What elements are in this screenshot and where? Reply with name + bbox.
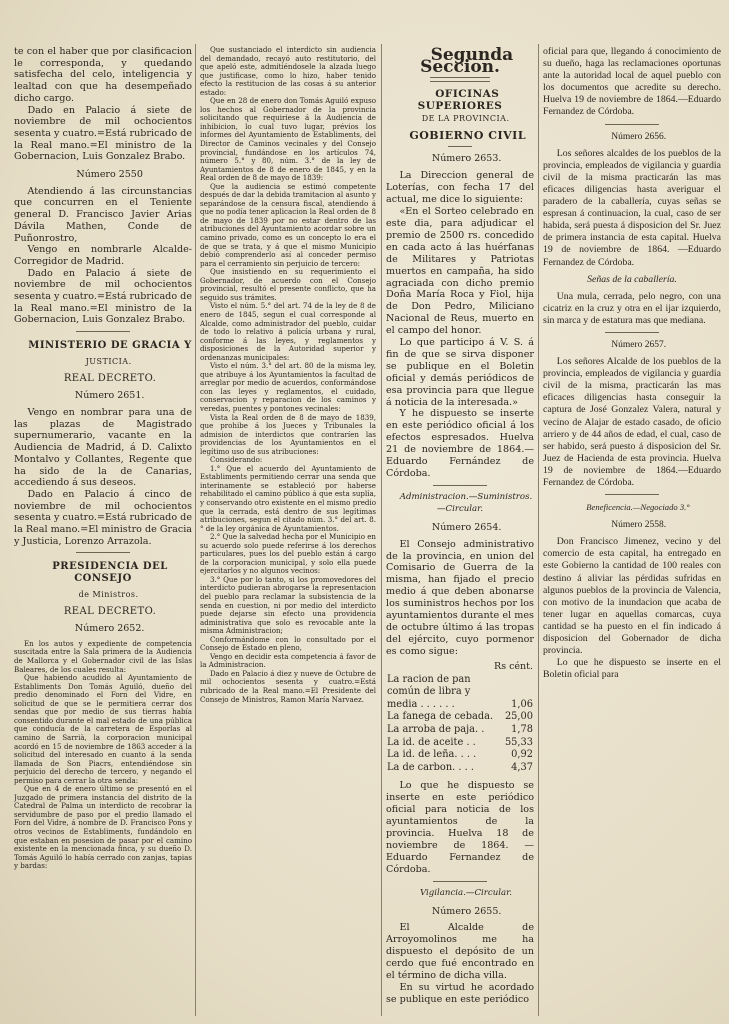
table-row <box>386 749 534 762</box>
article-number: Número 2651. <box>74 390 145 402</box>
item-label: La de carbon. . . . <box>387 761 474 773</box>
paragraph: Que habiendo acudido al Ayuntamiento de Establiments Don Tomás Aguiló, dueño del predio denominado el Forn del Vidre, en solicitud de que se le permitiera cerrar dos sendas que por medio de sus tierras había consentido durante el mal estado de una pública que conducía de la carretera de Esporlas al camino de Sarrià, la corporacion municipal acordó en 15 de noviembre de 1863 acceder á la solicitud del interesado en cuanto á la senda llamada de Son Piacrs, entendiéndose sin perjuicio del derecho de tercero, y negando el permiso para cerrar la otra senda: <box>14 673 192 785</box>
paragraph: Vista la Real orden de 8 de mayo de 1839, que prohibe á los Jueces y Tribunales la admision de interdictos que contraríen las providencias de los Ayuntamientos en el legítimo uso de sus atribuciones: <box>200 412 376 456</box>
section-heading: MINISTERIO DE GRACIA Y <box>28 340 192 352</box>
paragraph: Dado en Palacio á cinco de noviembre de mil ochocientos sesenta y cuatro.=Está rubricado de la Real mano.=El ministro de Gracia y Justicia, Lorenzo Arrazola. <box>14 488 192 547</box>
paragraph: Los señores alcaldes de los pueblos de la provincia, empleados de vigilancia y guardia civil de la misma practicarán las mas eficaces diligencias hasta averiguar el paradero de la caballería, cuyas señas se espresan á continuacion, la cual, caso de ser habida, será puesta á disposicion del Sr. Juez de primera instancia de esta capital. Huelva 19 de noviembre de 1864. —Eduardo Fernandez de Córdoba. <box>543 147 721 268</box>
article-number: Número 2652. <box>74 623 145 635</box>
paragraph: El Consejo administrativo de la provincia, en union del Comisario de Guerra de la misma, han fijado el precio medio á que deben abonarse los suministros hechos por los ayuntamientos durante el mes de octubre último á las tropas del ejército, cuyo pormenor es como sigue: <box>386 538 534 657</box>
divider <box>448 146 472 147</box>
subheading: Señas de la caballería. <box>587 273 677 285</box>
item-label: La id. de aceite . . <box>387 736 476 748</box>
article-number: Número 2657. <box>611 339 667 350</box>
column-4 <box>543 46 721 1018</box>
article-number: Número 2654. <box>431 521 502 533</box>
paragraph: Vengo en decidir esta competencia á favor de la Administracion. <box>200 651 376 670</box>
paragraph: Don Francisco Jimenez, vecino y del comercio de esta capital, ha entregado en este Gobierno la cantidad de 100 reales con destino á aliviar las pérdidas sufridas en algunos pueblos de la provincia de Valencia, con motivo de la inundacion que acaba de tener lugar en aquellas comarcas, cuya cantidad se ha puesto en el fin indicado á disposicion del Gobernador de dicha provincia. <box>543 536 721 657</box>
article-number: Número 2656. <box>611 131 667 142</box>
paragraph: Lo que he dispuesto se inserte en este periódico oficial para noticia de los ayuntamientos de la provincia. Huelva 18 de noviembre de 1864. —Eduardo Fernandez de Córdoba. <box>386 780 534 875</box>
paragraph: Vengo en nombrarle Alcalde-Corregidor de Madrid. <box>14 244 192 267</box>
paragraph: Dado en Palacio á siete de noviembre de mil ochocientos sesenta y cuatro.=Está rubricado de la Real mano.=El ministro de la Gobernacion, Luis Gonzalez Brabo. <box>14 267 192 326</box>
paragraph: Que en 28 de enero don Tomás Aguiló expuso los hechos al Gobernador de la provincia solicitando que requiriese á la Audiencia de inhibicion, lo cual tuvo lugar, prévios los informes del Ayuntamiento de Establiments, del Director de Caminos vecinales y del Consejo provincial, fundándose en los artículos 74, número 5.° y 80, núm. 3.° de la ley de Ayuntamientos de 8 de enero de 1845, y en la Real orden de 8 de mayo de 1839: <box>200 96 376 183</box>
table-row <box>386 724 534 737</box>
paragraph: Dado en Palacio á siete de noviembre de mil ochocientos sesenta y cuatro.=Está rubricado de la Real mano.=El ministro de la Gobernacion, Luis Gonzalez Brabo. <box>14 104 192 163</box>
paragraph: 3.° Que por lo tanto, si los promovedores del interdicto pudieran abrogarse la representacion del pueblo para reclamar la subsistencia de la senda en cuestion, ni por medio del interdicto puede dejarse sin efecto una providencia administrativa que solo es revocable ante la misma Administracion; <box>200 574 376 636</box>
article-number: Número 2558. <box>611 520 667 531</box>
rubric: Administracion.—Suministros.—Circular. <box>399 491 533 514</box>
paragraph: La Direccion general de Loterías, con fecha 17 del actual, me dice lo siguiente: <box>386 170 534 206</box>
rubric: Beneficencia.—Negociado 3.° <box>586 502 690 513</box>
article-number: Número 2653. <box>431 153 502 165</box>
paragraph: Que insistiendo en su requerimiento el Gobernador, de acuerdo con el Consejo provincial, resultó el presente conflicto, que ha seguido sus trámites. <box>200 267 376 302</box>
column-1 <box>14 46 192 1018</box>
item-label: La fanega de cebada. <box>387 711 494 723</box>
divider <box>605 124 659 125</box>
table-row <box>386 737 534 750</box>
table-row <box>386 674 534 712</box>
paragraph: Que la audiencia se estimó competente después de dar la debida tramitacion al asunto y separándose de la censura fiscal, atendiendo á que no podía tener aplicacion la Real orden de 8 de mayo de 1839 por no estar dentro de las atribuciones del Ayuntamiento acordar sobre un camino privado, como es un concepto lo era el de que se trata, y á que el mismo Municipio debió comprenderlo así al conceder permiso para el cerramiento sin perjuicio de tercero: <box>200 181 376 268</box>
column-rule <box>538 44 539 1016</box>
divider <box>76 552 130 553</box>
item-price: 1,06 <box>511 698 533 710</box>
paragraph: Conformándome con lo consultado por el Consejo de Estado en pleno, <box>200 634 376 653</box>
column-2 <box>200 46 376 1018</box>
paragraph: Atendiendo á las circunstancias que concurren en el Teniente general D. Francisco Javier Arias Dávila Mathen, Conde de Puñonrostro, <box>14 185 192 244</box>
divider <box>76 331 130 332</box>
item-price: 25,00 <box>504 711 533 723</box>
section-subheading: de Ministros. <box>78 589 139 599</box>
section-subheading: JUSTICIA. <box>85 356 132 366</box>
divider <box>605 494 659 495</box>
paragraph: El Alcalde de Arroyomolinos me ha dispuesto el depósito de un cerdo que fué encontrado en el término de dicha villa. <box>386 922 534 982</box>
paragraph: «En el Sorteo celebrado en este dia, para adjudicar el premio de 2500 rs. concedido en cada acto á las huérfanas de Militares y Patriotas muertos en campaña, ha sido agraciada con dicho premio Doña María Roca y Fiol, hija de Don Pedro, Miliciano Nacional de Reus, muerto en el campo del honor. <box>386 206 534 337</box>
item-price: 0,92 <box>511 749 533 761</box>
paragraph: 2.° Que la salvedad hecha por el Municipio en su acuerdo solo puede referirse á los derechos particulares, pues los del pueblo están á cargo de la corporacion municipal, y solo ella puede ejercitarlos y no algunos vecinos: <box>200 532 376 576</box>
paragraph: Visto el núm. 5.° del art. 74 de la ley de 8 de enero de 1845, segun el cual corresponde al Alcalde, como administrador del pueblo, cuidar de todo lo relativo á policía urbana y rural, conforme á las leyes, y reglamentos y disposiciones de la Autoridad superior y ordenanzas municipales: <box>200 301 376 362</box>
divider <box>605 332 659 333</box>
paragraph: Vengo en nombrar para una de las plazas de Magistrado supernumerario, vacante en la Audiencia de Madrid, á D. Calixto Montalvo y Collantes, Regente que ha sido de la de Canarias, accediendo á sus deseos. <box>14 406 192 489</box>
table-header: Rs cént. <box>494 660 533 672</box>
article-number: Número 2550 <box>76 169 143 181</box>
ornament-divider <box>430 77 490 82</box>
paragraph: Los señores Alcalde de los pueblos de la provincia, empleados de vigilancia y guardia civil de la misma, practicarán las mas eficaces diligencias hasta conseguir la captura de José Gonzalez Valera, natural y vecino de Alajar de estado casado, de oficio arriero y de 44 años de edad, el cual, caso de ser habido, será puesto á disposicion del Sr. Juez de Hacienda de esta provincia. Huelva 19 de noviembre de 1864.—Eduardo Fernandez de Córdoba. <box>543 356 721 488</box>
item-price: 1,78 <box>511 723 533 735</box>
paragraph: oficial para que, llegando á conocimiento de su dueño, haga las reclamaciones oportunas ante la autoridad local de aquel pueblo con los documentos que acredite su derecho. Huelva 19 de noviembre de 1864.—Eduardo Fernandez de Córdoba. <box>543 46 721 118</box>
paragraph: Que en 4 de enero último se presentó en el Juzgado de primera instancia del distrito de la Catedral de Palma un interdicto de recobrar la servidumbre de paso por el predio llamado el Forn del Vidre, á nombre de D. Francisco Pons y otros vecinos de Establiments, fundándolo en que estaban en posesion de pasar por el camino existente en la mencionada finca, y su dueño D. Tomás Aguiló lo había cerrado con zanjas, tapias y bardas: <box>14 784 192 871</box>
paragraph: Considerando: <box>209 455 263 465</box>
section-heading: OFICINAS SUPERIORES <box>417 87 503 112</box>
paragraph: Y he dispuesto se inserte en este periódico oficial á los efectos espresados. Huelva 21 de noviembre de 1864.—Eduardo Fernández de Córdoba. <box>386 408 534 479</box>
divider <box>433 485 487 486</box>
column-rule <box>195 44 196 1016</box>
column-3 <box>386 46 534 1018</box>
table-row <box>386 762 534 775</box>
paragraph: Una mula, cerrada, pelo negro, con una cicatriz en la cruz y otra en el ijar izquierdo, sin marca y de estatura mas que mediana. <box>543 290 721 326</box>
item-price: 4,37 <box>511 761 533 773</box>
section-title: Segunda Seccion. <box>420 46 514 77</box>
paragraph: Lo que participo á V. S. á fin de que se sirva disponer se publique en el Boletin oficial y demás periódicos de esa provincia para que llegue á noticia de la interesada.» <box>386 337 534 408</box>
table-row <box>386 711 534 724</box>
paragraph: 1.° Que el acuerdo del Ayuntamiento de Establiments permitiendo cerrar una senda que interinamente se estableció por haberse rehabilitado el camino público á que esta suplía, y conservando otro existente en el mismo predio que la cerrada, está dentro de sus legítimas atribuciones, segun el citado núm. 3.° del art. 8.° de la ley orgánica de Ayuntamientos. <box>200 463 376 533</box>
article-number: Número 2655. <box>431 905 502 917</box>
section-subheading: DE LA PROVINCIA. <box>421 113 510 123</box>
divider <box>433 881 487 882</box>
paragraph: Dado en Palacio á diez y nueve de Octubre de mil ochocientos sesenta y cuatro.=Está rubricado de la Real mano.=El Presidente del Consejo de Ministros, Ramon María Narvaez. <box>200 668 376 704</box>
item-label: La racion de pan común de libra y media . . . . . . <box>387 673 471 710</box>
paragraph: En los autos y expediente de competencia suscitada entre la Sala primera de la Audiencia de Mallorca y el Gobernador civil de las Islas Baleares, de los cuales resulta: <box>14 638 192 674</box>
paragraph: Lo que he dispuesto se inserte en el Boletin oficial para <box>543 657 721 681</box>
decree-heading: REAL DECRETO. <box>63 372 157 384</box>
paragraph: te con el haber que por clasificacion le corresponda, y quedando satisfecha del celo, inteligencia y lealtad con que ha desempeñado dicho cargo. <box>14 46 192 104</box>
price-table <box>386 660 534 775</box>
paragraph: En su virtud he acordado se publique en este periódico <box>386 981 534 1005</box>
section-heading: PRESIDENCIA DEL CONSEJO <box>52 561 168 585</box>
decree-heading: REAL DECRETO. <box>63 605 157 617</box>
paragraph: Que sustanciado el interdicto sin audiencia del demandado, recayó auto restitutorio, del que apeló este, admitiéndosele la alzada luego que justificase, como lo hizo, haber tenido efecto la restitucion de las cosas á su anterior estado: <box>200 46 376 97</box>
item-label: La arroba de paja. . <box>387 723 485 735</box>
subsection-heading: GOBIERNO CIVIL <box>409 128 527 142</box>
item-label: La id. de leña. . . . <box>387 749 477 761</box>
rubric: Vigilancia.—Circular. <box>420 887 513 898</box>
item-price: 55,33 <box>504 736 533 748</box>
column-rule <box>381 44 382 1016</box>
paragraph: Visto el núm. 3.° del art. 80 de la misma ley, que atribuye á los Ayuntamientos la facultad de arreglar por medio de acuerdos, conformándose con las leyes y reglamentos, el cuidado, conservacion y reparacion de los caminos y veredas, puentes y pontones vecinales: <box>200 361 376 413</box>
